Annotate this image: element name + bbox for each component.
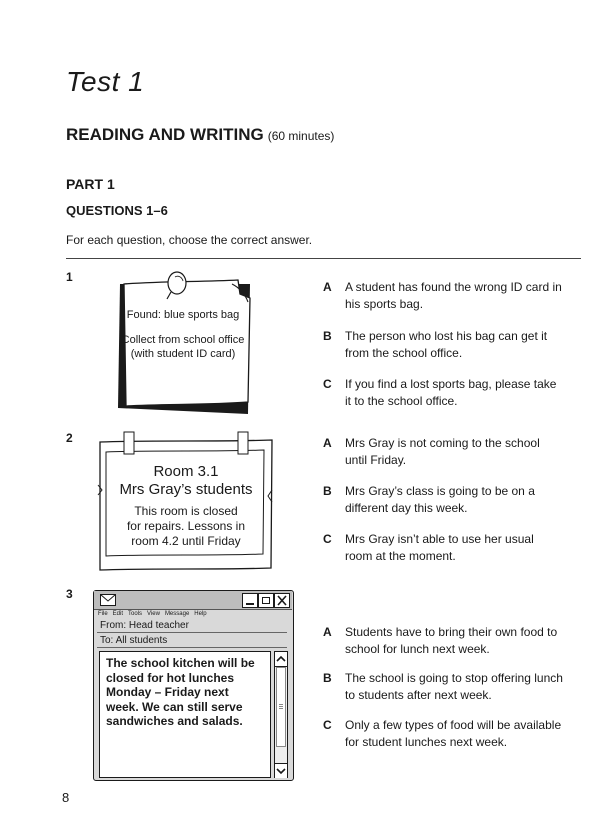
question-3-option-c[interactable] xyxy=(323,717,563,751)
section-title xyxy=(66,125,334,145)
question-1-option-c[interactable] xyxy=(323,376,563,410)
email-body-line: Monday – Friday next xyxy=(106,685,229,699)
menu-item-tools[interactable]: Tools xyxy=(128,611,143,617)
option-text: If you find a lost sports bag, please take it to the school office. xyxy=(345,377,557,408)
instruction: For each question, choose the correct answer. xyxy=(66,233,313,247)
notice-1-line1: Found: blue sports bag xyxy=(126,309,240,321)
menu-item-edit[interactable]: Edit xyxy=(112,611,124,617)
option-letter: C xyxy=(323,377,332,391)
envelope-icon xyxy=(100,594,116,606)
option-text: Mrs Gray is not coming to the school until Friday. xyxy=(345,436,540,467)
question-2-option-b[interactable] xyxy=(323,483,563,517)
menu-item-view[interactable]: View xyxy=(147,611,160,617)
question-3-option-b[interactable] xyxy=(323,670,563,704)
email-window xyxy=(93,590,294,781)
question-1-option-b[interactable] xyxy=(323,328,563,362)
chevron-up-icon xyxy=(275,652,287,666)
part-title: PART 1 xyxy=(66,176,115,192)
minimize-button[interactable] xyxy=(242,593,258,608)
email-body xyxy=(99,651,271,778)
option-letter: B xyxy=(323,484,332,498)
email-to: To: All students xyxy=(97,634,287,648)
scroll-thumb[interactable] xyxy=(276,667,286,747)
maximize-icon xyxy=(262,597,270,604)
scroll-up-button[interactable] xyxy=(275,652,287,667)
option-letter: C xyxy=(323,532,332,546)
question-2-option-c[interactable] xyxy=(323,531,563,565)
maximize-button[interactable] xyxy=(258,593,274,608)
sign-2-paper xyxy=(96,430,276,572)
email-body-line: sandwiches and salads. xyxy=(106,714,243,728)
option-letter: A xyxy=(323,625,332,639)
option-text: Only a few types of food will be available for student lunches next week. xyxy=(345,718,562,749)
option-text: The school is going to stop offering lunch to students after next week. xyxy=(345,671,563,702)
notice-1-line3: (with student ID card) xyxy=(130,348,236,360)
sign-2-line1: Room 3.1 xyxy=(153,463,219,480)
sign-2-line3: This room is closed xyxy=(134,504,238,518)
section-duration: (60 minutes) xyxy=(267,129,335,143)
email-body-line: week. We can still serve xyxy=(106,699,243,714)
sign-2-line5: room 4.2 until Friday xyxy=(131,534,241,548)
option-letter: B xyxy=(323,671,332,685)
page-number: 8 xyxy=(62,790,70,805)
option-letter: B xyxy=(323,329,332,343)
option-text: A student has found the wrong ID card in his sports bag. xyxy=(345,280,562,311)
email-body-line: closed for hot lunches xyxy=(106,670,235,685)
sign-2-line2: Mrs Gray’s students xyxy=(119,481,253,498)
email-body-text xyxy=(106,656,255,729)
notice-1-line2: Collect from school office xyxy=(121,334,245,346)
question-1-option-a[interactable] xyxy=(323,279,563,313)
menu-item-message[interactable]: Message xyxy=(164,611,190,617)
test-title: Test 1 xyxy=(66,66,145,97)
option-letter: A xyxy=(323,280,332,294)
close-icon xyxy=(275,594,289,607)
option-letter: C xyxy=(323,718,332,732)
question-3-number: 3 xyxy=(66,587,73,601)
question-1-number: 1 xyxy=(66,270,73,284)
question-3-option-a[interactable] xyxy=(323,624,563,658)
option-text: The person who lost his bag can get it from the school office. xyxy=(345,329,548,360)
question-2-number: 2 xyxy=(66,431,73,445)
scroll-down-button[interactable] xyxy=(275,763,287,778)
email-menu-bar xyxy=(98,610,212,618)
minimize-icon xyxy=(246,603,254,605)
sign-2-line4: for repairs. Lessons in xyxy=(126,519,246,533)
email-from: From: Head teacher xyxy=(97,619,287,633)
question-2-option-a[interactable] xyxy=(323,435,563,469)
menu-item-help[interactable]: Help xyxy=(194,611,207,617)
section-title-text: READING AND WRITING xyxy=(66,125,264,144)
option-text: Mrs Gray’s class is going to be on a different day this week. xyxy=(345,484,535,515)
chevron-down-icon xyxy=(275,764,287,778)
divider xyxy=(66,258,581,259)
option-text: Students have to bring their own food to school for lunch next week. xyxy=(345,625,558,656)
email-body-line: The school kitchen will be xyxy=(106,656,255,670)
email-scrollbar[interactable] xyxy=(274,651,288,778)
menu-item-file[interactable]: File xyxy=(98,611,108,617)
questions-title: QUESTIONS 1–6 xyxy=(66,203,168,218)
option-letter: A xyxy=(323,436,332,450)
option-text: Mrs Gray isn’t able to use her usual room at the moment. xyxy=(345,532,534,563)
notice-1 xyxy=(112,268,254,416)
close-button[interactable] xyxy=(274,593,290,608)
sign-2 xyxy=(96,430,276,572)
